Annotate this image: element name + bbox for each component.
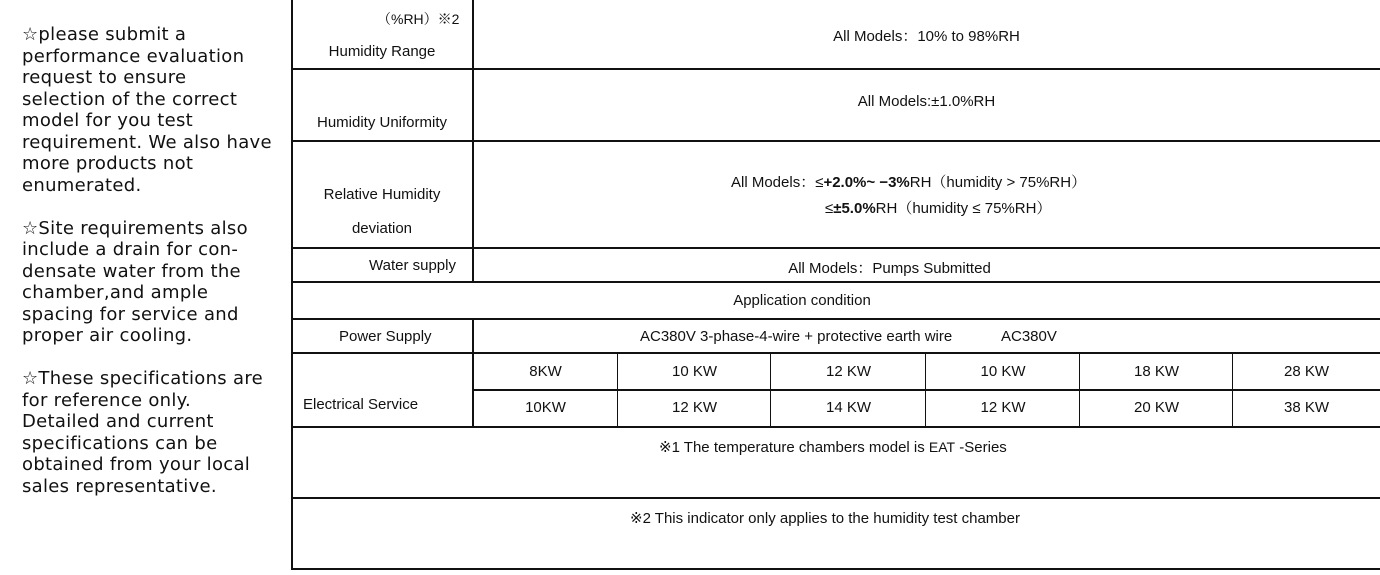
- footnote-1-model: EAT: [928, 439, 956, 455]
- power-cell: 12 KW: [980, 399, 1026, 416]
- power-supply-label: Power Supply: [339, 328, 432, 345]
- rh-deviation-label-line2: deviation: [351, 220, 413, 237]
- row-divider: [291, 497, 1380, 499]
- row-divider: [291, 140, 1380, 142]
- row-divider: [291, 281, 1380, 283]
- rh-deviation-line1-prefix: All Models：≤: [731, 174, 824, 191]
- row-divider: [291, 68, 1380, 70]
- footnote-1: [659, 438, 1007, 456]
- power-cell: 12 KW: [671, 399, 717, 416]
- power-cell: 10KW: [525, 399, 566, 416]
- row-divider: [291, 426, 1380, 428]
- rh-deviation-label-line1: Relative Humidity: [323, 186, 441, 203]
- water-supply-label: Water supply: [369, 257, 456, 274]
- note-reference-only: ☆These specifications are for reference only. Detailed and current specifications can be obtained from your local sales representative.: [22, 368, 264, 497]
- rh-deviation-line1-suffix: RH（humidity > 75%RH）: [909, 174, 1087, 191]
- power-cell: 28 KW: [1283, 363, 1329, 380]
- rh-deviation-line2-bold: ±5.0%: [833, 200, 876, 217]
- humidity-range-unit: （%RH）※2: [377, 11, 460, 27]
- row-divider: [291, 352, 1380, 354]
- note-site-requirements: ☆Site requirements also include a drain for con-densate water from the chamber,and ample spacing for service and proper air cooling.: [22, 217, 248, 346]
- rh-deviation-line2-prefix: ≤: [825, 200, 834, 217]
- notes-panel: [22, 24, 272, 519]
- power-supply-value: AC380V 3-phase-4-wire + protective earth wire: [640, 328, 953, 345]
- power-cell: 10 KW: [671, 363, 717, 380]
- row-divider: [473, 389, 1380, 391]
- row-divider: [291, 247, 1380, 249]
- power-cell: 20 KW: [1133, 399, 1179, 416]
- footnote-1-prefix: ※1 The temperature chambers model is: [659, 439, 925, 456]
- power-cell: 8KW: [529, 363, 562, 380]
- electrical-service-label: Electrical Service: [303, 396, 419, 413]
- power-supply-voltage: AC380V: [1001, 328, 1057, 345]
- note-evaluation: ☆please submit a performance evaluation request to ensure selection of the correct model for you test requirement. We also have more products not enumerated.: [22, 24, 272, 196]
- application-condition-heading: Application condition: [733, 292, 871, 309]
- humidity-uniformity-label: Humidity Uniformity: [316, 114, 448, 131]
- power-cell: 14 KW: [825, 399, 871, 416]
- rh-deviation-line2-suffix: RH（humidity ≤ 75%RH）: [875, 200, 1052, 217]
- water-supply-value: All Models：Pumps Submitted: [788, 260, 991, 277]
- humidity-range-label: Humidity Range: [328, 43, 436, 60]
- humidity-range-value: All Models：10% to 98%RH: [833, 28, 1020, 45]
- power-cell: 10 KW: [980, 363, 1026, 380]
- row-divider: [291, 318, 1380, 320]
- spec-table: [291, 0, 1380, 570]
- rh-deviation-line2: [825, 197, 1051, 218]
- table-frame: [291, 0, 1380, 570]
- rh-deviation-line1-bold: +2.0%~ −3%: [823, 174, 910, 191]
- rh-deviation-line1: [731, 171, 1086, 192]
- footnote-1-suffix: -Series: [955, 439, 1007, 456]
- power-cell: 38 KW: [1283, 399, 1329, 416]
- humidity-uniformity-value: All Models:±1.0%RH: [857, 93, 996, 110]
- power-cell: 18 KW: [1133, 363, 1179, 380]
- footnote-2: ※2 This indicator only applies to the humidity test chamber: [630, 510, 1020, 527]
- power-cell: 12 KW: [825, 363, 871, 380]
